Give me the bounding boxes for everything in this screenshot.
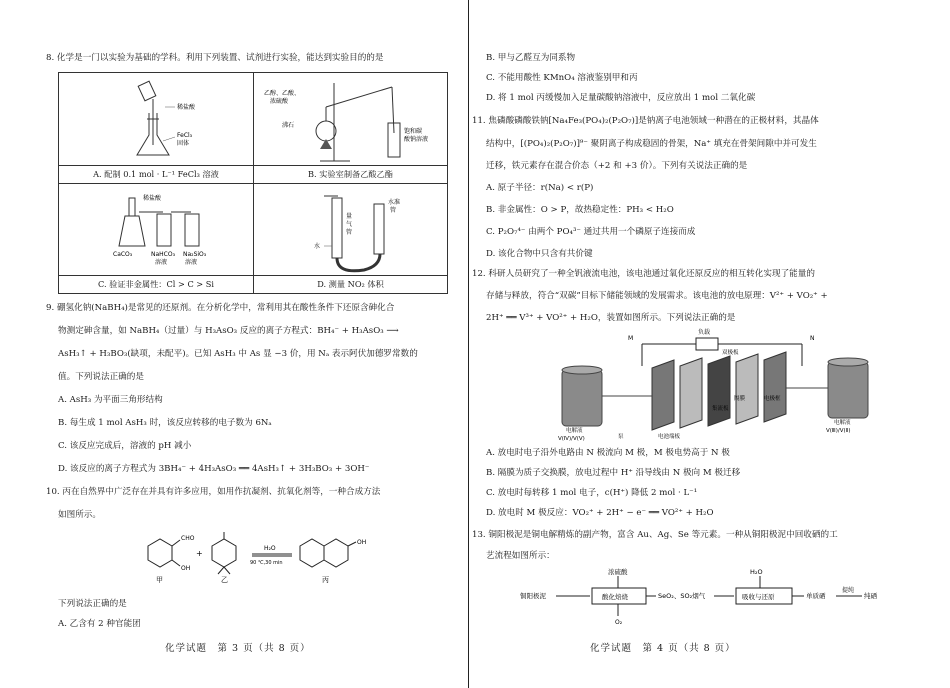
flow-start: 铜阳极泥 <box>520 592 546 600</box>
q12-option-b: B. 隔膜为质子交换膜，放电过程中 H⁺ 沿导线由 N 极向 M 极迁移 <box>486 468 741 478</box>
label-burette-1: 量 <box>346 213 353 220</box>
label-zeolite: 沸石 <box>282 122 295 129</box>
q9-option-c: C. 该反应完成后，溶液的 pH 减小 <box>58 441 192 451</box>
q10-line: 10. 丙在自然界中广泛存在并具有许多应用，如用作抗凝剂、抗氧化剂等，一种合成方法 <box>46 487 381 497</box>
q8-option-a <box>59 73 253 183</box>
label-solid: 固体 <box>177 140 190 147</box>
q8-caption-d: D. 测量 NO₂ 体积 <box>254 275 447 293</box>
q9-option-b: B. 每生成 1 mol AsH₃ 时，该反应转移的电子数为 6Nₐ <box>58 418 272 428</box>
label-na2sio3: Na₂SiO₃ <box>183 251 207 258</box>
label-solution-c1: 溶液 <box>155 259 168 266</box>
q12-line: 存储与释放，符合“双碳”目标下储能领域的发展需求。该电池的放电原理：V²⁺ + VO₂⁺ + <box>486 291 828 301</box>
q10-prompt: 下列说法正确的是 <box>58 599 127 609</box>
label-fecl3: FeCl₃ <box>177 132 193 139</box>
label-bipolar-plate: 双极板 <box>722 350 739 356</box>
label-burette-2: 气 <box>346 221 353 228</box>
plus-sign: + <box>196 549 203 558</box>
acid-strength-apparatus-diagram <box>59 184 253 277</box>
q8-caption-c: C. 验证非金属性：Cl > C > Si <box>59 275 253 293</box>
label-hcl-c: 稀盐酸 <box>143 195 162 202</box>
label-h2so4: 浓硫酸 <box>270 98 289 105</box>
q12-line: 2H⁺ ══ V³⁺ + VO²⁺ + H₂O，装置如图所示。下列说法正确的是 <box>486 313 736 323</box>
q9-line: 物测定砷含量，如 NaBH₄（过量）与 H₃AsO₃ 反应的离子方程式：BH₄⁻ + H₃AsO₃ ⟶ <box>58 326 399 336</box>
q12-line: 12. 科研人员研究了一种全钒液流电池，该电池通过氧化还原反应的相互转化实现了能量的 <box>472 269 815 279</box>
q13-line: 艺流程如图所示： <box>486 551 555 561</box>
label-electrode-frame: 电极框 <box>764 396 781 402</box>
q8-option-b <box>253 73 447 183</box>
q12-option-c: C. 放电时每转移 1 mol 电子，c(H⁺) 降低 2 mol · L⁻¹ <box>486 488 698 498</box>
oh2-label: OH <box>357 539 367 546</box>
q10-line: 如图所示。 <box>58 510 101 520</box>
label-water: 水 <box>314 243 321 250</box>
q9-option-a: A. AsH₃ 为平面三角形结构 <box>58 395 163 405</box>
q9-line: 9. 硼氢化钠(NaBH₄)是常见的还原剂。在分析化学中，常利用其在酸性条件下还原含砷化合 <box>46 303 395 313</box>
q12-option-d: D. 放电时 M 极反应：VO₂⁺ + 2H⁺ − e⁻ ══ VO²⁺ + H₂O <box>486 508 714 518</box>
label-bing: 丙 <box>322 576 329 584</box>
label-load: 负载 <box>698 329 711 336</box>
right-page <box>468 0 950 688</box>
label-level-1: 水准 <box>388 199 401 206</box>
q11-option-b: B. 非金属性：O > P，故热稳定性：PH₃ < H₂O <box>486 205 674 215</box>
flow-input-o2: O₂ <box>615 619 623 626</box>
label-end-plate: 电池端板 <box>658 434 681 440</box>
page-footer-left: 化学试题 第 3 页（共 8 页） <box>165 643 311 654</box>
ester-apparatus-diagram <box>254 73 448 166</box>
q11-line: 11. 焦磷酸磷酸铁钠[Na₄Fe₃(PO₄)₂(P₂O₇)]是钠离子电池领域一种潜在的正极材料，其晶体 <box>472 116 819 126</box>
q11-option-c: C. P₂O₇⁴⁻ 由两个 PO₄³⁻ 通过共用一个磷原子连接而成 <box>486 227 696 237</box>
label-current-collector: 集流板 <box>712 406 729 412</box>
q8-option-d <box>253 183 447 293</box>
q10-option-c: C. 不能用酸性 KMnO₄ 溶液鉴别甲和丙 <box>486 73 638 83</box>
flow-input-acid: 浓硫酸 <box>608 568 628 576</box>
q10-synthesis-scheme <box>126 526 386 586</box>
flow-output: 单质硒 <box>806 592 826 600</box>
label-solution-c2: 溶液 <box>185 259 198 266</box>
q10-option-d: D. 将 1 mol 丙缓慢加入足量碳酸钠溶液中，反应放出 1 mol 二氧化碳 <box>486 93 756 103</box>
condition-temp: 90 ℃,30 min <box>250 560 283 566</box>
label-sat-na2co3: 饱和碳 <box>404 128 423 135</box>
condition-water: H₂O <box>264 545 276 552</box>
label-burette-3: 管 <box>346 229 353 236</box>
q8-caption-b: B. 实验室制备乙酸乙酯 <box>254 165 447 183</box>
q12-flow-battery-diagram <box>552 326 886 446</box>
left-page <box>0 0 468 688</box>
q13-process-flowchart <box>514 566 904 626</box>
label-nahco3: NaHCO₃ <box>151 251 175 258</box>
label-caco3: CaCO₃ <box>113 251 133 258</box>
label-level-2: 管 <box>390 207 397 214</box>
flow-box-roast: 酸化焙烧 <box>602 593 628 601</box>
q12-option-a: A. 放电时电子沿外电路由 N 极流向 M 极，M 极电势高于 N 极 <box>486 448 730 458</box>
cho-label: CHO <box>181 535 195 542</box>
label-electrolyte-right: 电解液 <box>834 420 851 426</box>
label-m: M <box>628 335 634 342</box>
q10-option-a: A. 乙含有 2 种官能团 <box>58 619 141 629</box>
q11-option-a: A. 原子半径：r(Na) < r(P) <box>486 183 594 193</box>
label-jia: 甲 <box>156 576 163 584</box>
label-yi: 乙 <box>221 576 228 584</box>
q13-line: 13. 铜阳极泥是铜电解精炼的副产物，富含 Au、Ag、Se 等元素。一种从铜阳极泥中回收硒的工 <box>472 530 838 540</box>
flow-box-absorb: 吸收与还原 <box>742 593 775 601</box>
q9-line: 值。下列说法正确的是 <box>58 372 144 382</box>
q11-option-d: D. 该化合物中只含有共价键 <box>486 249 593 259</box>
gas-burette-diagram <box>254 184 448 277</box>
label-electrolyte-left: 电解液 <box>566 428 583 434</box>
label-n: N <box>810 335 815 342</box>
q8-apparatus-table <box>58 72 448 294</box>
q11-line: 迁移，铁元素存在混合价态（+2 和 +3 价）。下列有关说法正确的是 <box>486 161 748 171</box>
label-v3-v2: V(Ⅲ)/V(Ⅱ) <box>826 428 851 434</box>
volumetric-flask-diagram <box>59 73 253 166</box>
flow-intermediate: SeO₂、SO₂烟气 <box>658 592 706 600</box>
q9-line: AsH₃↑ + H₃BO₃(缺项，未配平)。已知 AsH₃ 中 As 显 −3 价，用 Nₐ 表示阿伏加德罗常数的 <box>58 349 418 359</box>
q8-option-c <box>59 183 253 293</box>
q10-option-b: B. 甲与乙醛互为同系物 <box>486 53 576 63</box>
q11-line: 结构中，[(PO₄)₂(P₂O₇)]⁹⁻ 聚阴离子构成稳固的骨架，Na⁺ 填充在骨架间隙中并可发生 <box>486 139 817 149</box>
flow-input-water: H₂O <box>750 568 763 576</box>
label-solution: 酸钠溶液 <box>404 136 429 143</box>
label-v4-v5: V(Ⅳ)/V(Ⅴ) <box>558 436 585 442</box>
flow-end: 纯硒 <box>864 592 877 600</box>
page-footer-right: 化学试题 第 4 页（共 8 页） <box>590 643 736 654</box>
label-reagents: 乙醇、乙酸、 <box>264 90 301 97</box>
flow-arrow-label: 提纯 <box>842 587 855 594</box>
q9-option-d: D. 该反应的离子方程式为 3BH₄⁻ + 4H₃AsO₃ ══ 4AsH₃↑ + 3H₃BO₃ + 3OH⁻ <box>58 464 370 474</box>
label-hcl: 稀盐酸 <box>177 104 196 111</box>
label-pump: 泵 <box>618 434 624 440</box>
q8-stem: 8. 化学是一门以实验为基础的学科。利用下列装置、试剂进行实验，能达到实验目的的是 <box>46 53 384 63</box>
label-membrane: 隔膜 <box>734 396 746 402</box>
oh-label: OH <box>181 565 191 572</box>
q8-caption-a: A. 配制 0.1 mol · L⁻¹ FeCl₃ 溶液 <box>59 165 253 183</box>
